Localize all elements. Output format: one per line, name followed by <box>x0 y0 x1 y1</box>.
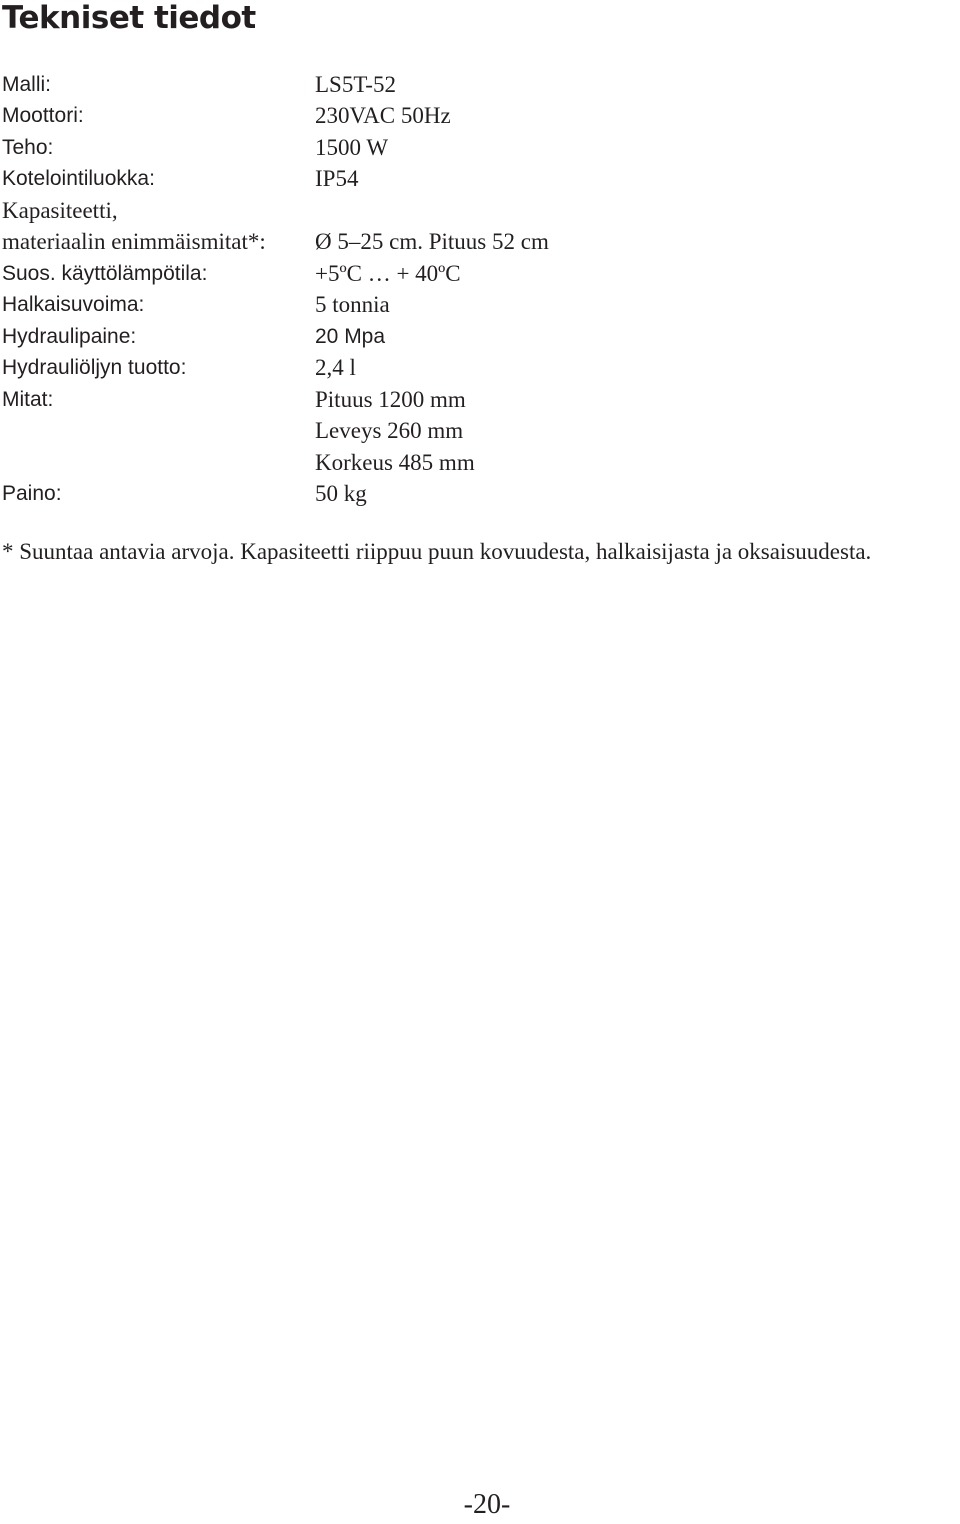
spec-row-kayttolampotila <box>2 257 942 289</box>
spec-label: Moottori: <box>2 104 84 127</box>
spec-label: materiaalin enimmäismitat*: <box>2 229 266 254</box>
spec-label: Hydraulipaine: <box>2 324 137 348</box>
spec-label: Paino: <box>2 482 62 505</box>
spec-row-moottori <box>2 100 942 132</box>
spec-label: Suos. käyttölämpötila: <box>2 261 208 285</box>
spec-value: +5ºC … + 40ºC <box>315 260 461 286</box>
spec-row-paino <box>2 478 942 510</box>
spec-row-hydraulipaine <box>2 320 942 352</box>
spec-row-malli <box>2 68 942 100</box>
spec-table <box>2 68 942 509</box>
spec-row-enimmaismitat <box>2 226 942 258</box>
spec-row-korkeus <box>2 446 942 478</box>
spec-value: Korkeus 485 mm <box>315 449 475 475</box>
spec-row-kapasiteetti <box>2 194 942 226</box>
spec-value: Ø 5–25 cm. Pituus 52 cm <box>315 229 549 254</box>
spec-row-leveys <box>2 415 942 447</box>
spec-label: Malli: <box>2 72 52 96</box>
page-number: -20- <box>463 1489 511 1520</box>
spec-label: Teho: <box>2 135 54 159</box>
spec-value: LS5T-52 <box>315 71 396 97</box>
spec-value: IP54 <box>315 166 359 191</box>
spec-value: 5 tonnia <box>315 292 390 317</box>
spec-row-mitat <box>2 383 942 415</box>
spec-value: 20 Mpa <box>315 324 386 348</box>
spec-value: Pituus 1200 mm <box>315 386 466 412</box>
spec-row-halkaisuvoima <box>2 289 942 321</box>
spec-label: Kapasiteetti, <box>2 197 118 223</box>
page-title: Tekniset tiedot <box>2 0 256 36</box>
spec-value: 2,4 l <box>315 355 356 380</box>
spec-row-teho <box>2 131 942 163</box>
spec-label: Kotelointiluokka: <box>2 167 155 190</box>
spec-value: 230VAC 50Hz <box>315 103 451 128</box>
spec-value: Leveys 260 mm <box>315 418 464 443</box>
spec-row-kotelointiluokka <box>2 163 942 195</box>
footnote: * Suuntaa antavia arvoja. Kapasiteetti riippuu puun kovuudesta, halkaisijasta ja oksaisuudesta. <box>2 539 872 564</box>
spec-value: 1500 W <box>315 134 389 160</box>
spec-value: 50 kg <box>315 481 367 506</box>
spec-label: Hydrauliöljyn tuotto: <box>2 356 187 379</box>
spec-row-hydrauliöljyn-tuotto <box>2 352 942 384</box>
spec-label: Mitat: <box>2 387 54 411</box>
spec-label: Halkaisuvoima: <box>2 293 145 316</box>
